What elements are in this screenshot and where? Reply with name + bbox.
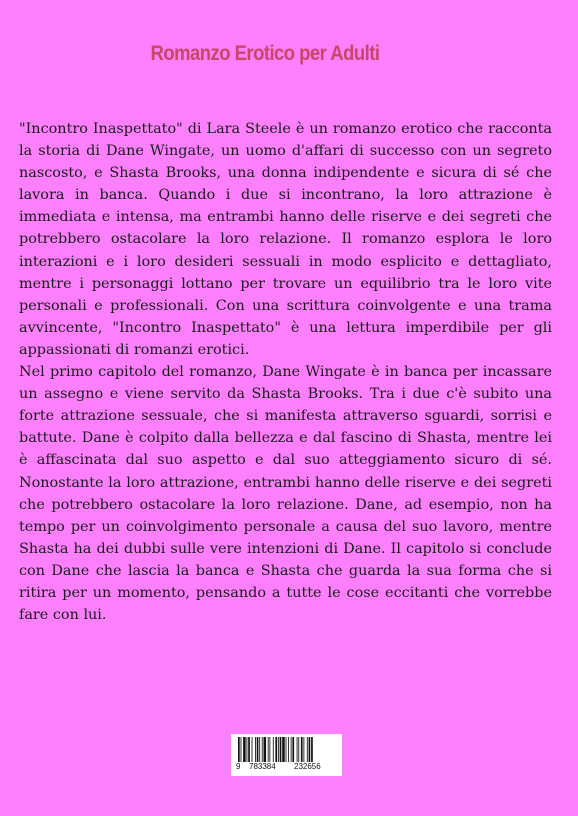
- barcode-bar: [282, 737, 285, 762]
- barcode-bar: [241, 737, 242, 762]
- barcode-bar: [247, 737, 248, 762]
- barcode-bar: [307, 737, 308, 762]
- barcode-bar: [262, 737, 263, 762]
- paragraph-chapter-one: Nel primo capitolo del romanzo, Dane Wingate è in banca per incassare un assegno e viene servito da Shasta Brooks. Tra i due c'è subito una forte attrazione sessuale, che si manifesta attraverso sguardi, sorrisi e battute. Dane è colpito dalla bellezza e dal fascino di Shasta, mentre lei è affascinata dal suo aspetto e dal suo atteggiamento sicuro di sé. Nonostante la loro attrazione, entrambi hanno delle riserve e dei segreti che potrebbero ostacolare la loro relazione. Dane, ad esempio, non ha tempo per un coinvolgimento personale a causa del suo lavoro, mentre Shasta ha dei dubbi sulle vere intenzioni di Dane. Il capitolo si conclude con Dane che lascia la banca e Shasta che guarda la sua forma che si ritira per un momento, pensando a tutte le cose eccitanti che vorrebbe fare con lui.: [19, 364, 552, 624]
- barcode-bar: [248, 737, 250, 762]
- barcode-bars: [231, 734, 342, 764]
- barcode-bar: [252, 737, 253, 762]
- barcode-numbers: [231, 762, 342, 772]
- isbn-barcode: [231, 734, 342, 776]
- barcode-bar: [275, 737, 277, 762]
- barcode-digits-left: 783384: [249, 762, 276, 771]
- barcode-bar: [292, 737, 294, 762]
- barcode-bar: [264, 737, 267, 762]
- barcode-digit-first: 9: [236, 762, 241, 771]
- barcode-bar: [278, 737, 279, 762]
- barcode-bar: [243, 737, 246, 762]
- barcode-digits-right: 232656: [294, 762, 321, 771]
- paragraph-synopsis: "Incontro Inaspettato" di Lara Steele è un romanzo erotico che racconta la storia di Dane Wingate, un uomo d'affari di successo con un segreto nascosto, e Shasta Brooks, una donna indipendente e sicura di sé che lavora in banca. Quando i due si incontrano, la loro attrazione è immediata e intensa, ma entrambi hanno delle riserve e dei segreti che potrebbero ostacolare la loro relazione. Il romanzo esplora le loro interazioni e i loro desideri sessuali in modo esplicito e dettagliato, mentre i personaggi lottano per trovare un equilibrio tra le loro vite personali e professionali. Con una scrittura coinvolgente e una trama avvincente, "Incontro Inaspettato" è una lettura imperdibile per gli appassionati di romanzi erotici.: [19, 121, 552, 358]
- barcode-bar: [301, 737, 303, 762]
- barcode-bar: [269, 737, 270, 762]
- barcode-bar: [309, 737, 311, 762]
- barcode-bar: [268, 737, 269, 762]
- barcode-bar: [257, 737, 259, 762]
- barcode-bar: [288, 737, 289, 762]
- page-title: Romanzo Erotico per Adulti: [150, 42, 380, 65]
- barcode-bar: [273, 737, 274, 762]
- barcode-bar: [291, 737, 292, 762]
- barcode-bar: [303, 737, 304, 762]
- barcode-bar: [238, 737, 240, 762]
- barcode-bar: [255, 737, 256, 762]
- barcode-bar: [286, 737, 287, 762]
- barcode-bar: [297, 737, 298, 762]
- description-text: [19, 118, 552, 626]
- barcode-bar: [311, 737, 313, 762]
- barcode-bar: [280, 737, 282, 762]
- barcode-bar: [298, 737, 299, 762]
- barcode-bar: [259, 737, 260, 762]
